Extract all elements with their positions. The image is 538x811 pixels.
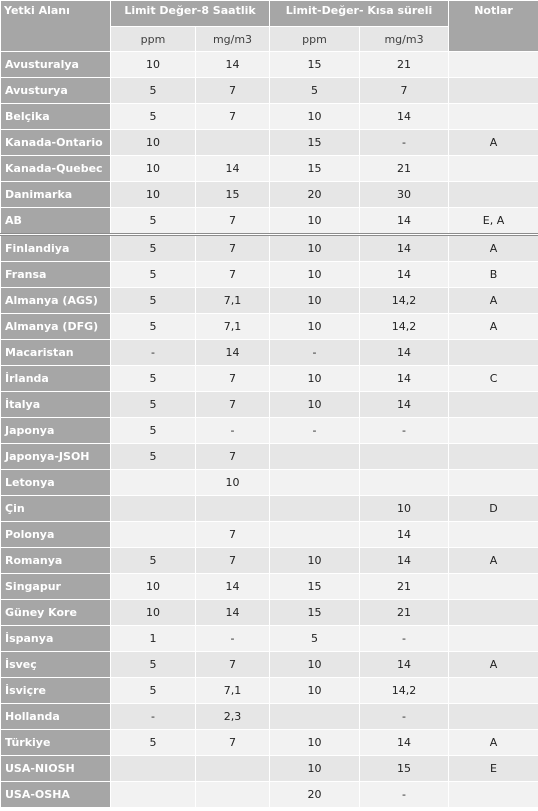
ppm-8h-cell: 5 — [111, 366, 196, 392]
note-cell: A — [449, 235, 538, 262]
ppm-short-cell: - — [270, 418, 360, 444]
ppm-short-cell: 10 — [270, 314, 360, 340]
mgm3-8h-cell — [196, 756, 270, 782]
jurisdiction-name: Danimarka — [1, 182, 111, 208]
ppm-short-cell: 10 — [270, 756, 360, 782]
table-row — [1, 548, 538, 574]
mgm3-short-cell: 14 — [360, 235, 449, 262]
mgm3-short-cell: 14 — [360, 392, 449, 418]
note-cell — [449, 626, 538, 652]
note-cell: A — [449, 288, 538, 314]
jurisdiction-name: Türkiye — [1, 730, 111, 756]
ppm-short-cell: 10 — [270, 208, 360, 235]
ppm-short-cell — [270, 496, 360, 522]
jurisdiction-name: Finlandiya — [1, 235, 111, 262]
mgm3-8h-cell: 7,1 — [196, 314, 270, 340]
mgm3-8h-cell: 10 — [196, 470, 270, 496]
note-cell — [449, 470, 538, 496]
mgm3-8h-cell: 14 — [196, 340, 270, 366]
note-cell — [449, 392, 538, 418]
mgm3-short-cell: 7 — [360, 78, 449, 104]
mgm3-short-cell — [360, 444, 449, 470]
mgm3-short-cell: 14,2 — [360, 314, 449, 340]
mgm3-8h-cell: 14 — [196, 52, 270, 78]
table-row — [1, 52, 538, 78]
mgm3-8h-cell: 7,1 — [196, 678, 270, 704]
jurisdiction-name: İrlanda — [1, 366, 111, 392]
mgm3-8h-cell — [196, 496, 270, 522]
table-row — [1, 652, 538, 678]
jurisdiction-name: İsveç — [1, 652, 111, 678]
unit-mgm3-8h: mg/m3 — [196, 27, 270, 52]
unit-ppm-8h: ppm — [111, 27, 196, 52]
note-cell — [449, 418, 538, 444]
jurisdiction-name: AB — [1, 208, 111, 235]
jurisdiction-name: Japonya-JSOH — [1, 444, 111, 470]
jurisdiction-name: Macaristan — [1, 340, 111, 366]
mgm3-short-cell: 14 — [360, 652, 449, 678]
note-cell: A — [449, 730, 538, 756]
mgm3-8h-cell: 14 — [196, 574, 270, 600]
jurisdiction-name: Kanada-Quebec — [1, 156, 111, 182]
header-row — [1, 1, 538, 27]
note-cell — [449, 600, 538, 626]
ppm-short-cell: 10 — [270, 235, 360, 262]
mgm3-short-cell: - — [360, 418, 449, 444]
note-cell — [449, 104, 538, 130]
note-cell — [449, 522, 538, 548]
jurisdiction-name: İtalya — [1, 392, 111, 418]
table-row — [1, 392, 538, 418]
table-row — [1, 626, 538, 652]
note-cell — [449, 156, 538, 182]
ppm-8h-cell — [111, 470, 196, 496]
ppm-short-cell: 20 — [270, 182, 360, 208]
mgm3-8h-cell: 7 — [196, 78, 270, 104]
mgm3-short-cell: 14,2 — [360, 288, 449, 314]
ppm-short-cell: 10 — [270, 652, 360, 678]
table-row — [1, 522, 538, 548]
mgm3-8h-cell: 7 — [196, 366, 270, 392]
mgm3-8h-cell: 7 — [196, 444, 270, 470]
jurisdiction-name: Almanya (DFG) — [1, 314, 111, 340]
table-row — [1, 340, 538, 366]
ppm-8h-cell: - — [111, 340, 196, 366]
mgm3-short-cell: - — [360, 782, 449, 808]
note-cell: E, A — [449, 208, 538, 235]
ppm-8h-cell: 5 — [111, 652, 196, 678]
ppm-short-cell: 10 — [270, 730, 360, 756]
ppm-short-cell: 10 — [270, 262, 360, 288]
ppm-8h-cell — [111, 496, 196, 522]
mgm3-8h-cell — [196, 782, 270, 808]
table-row — [1, 130, 538, 156]
jurisdiction-name: USA-OSHA — [1, 782, 111, 808]
unit-mgm3-short: mg/m3 — [360, 27, 449, 52]
ppm-8h-cell: 5 — [111, 548, 196, 574]
jurisdiction-header: Yetki Alanı — [1, 1, 111, 52]
note-cell — [449, 52, 538, 78]
jurisdiction-name: Çin — [1, 496, 111, 522]
jurisdiction-name: İspanya — [1, 626, 111, 652]
mgm3-8h-cell: 7 — [196, 262, 270, 288]
ppm-8h-cell: - — [111, 704, 196, 730]
ppm-8h-cell: 5 — [111, 678, 196, 704]
table-row — [1, 78, 538, 104]
table-row — [1, 496, 538, 522]
mgm3-8h-cell: 7 — [196, 652, 270, 678]
mgm3-8h-cell: - — [196, 626, 270, 652]
table-row — [1, 262, 538, 288]
note-cell: D — [449, 496, 538, 522]
note-cell — [449, 574, 538, 600]
jurisdiction-name: Letonya — [1, 470, 111, 496]
mgm3-short-cell: 30 — [360, 182, 449, 208]
mgm3-8h-cell: 14 — [196, 156, 270, 182]
ppm-short-cell: 10 — [270, 678, 360, 704]
ppm-8h-cell — [111, 522, 196, 548]
note-cell: E — [449, 756, 538, 782]
mgm3-8h-cell: 7 — [196, 235, 270, 262]
note-cell — [449, 340, 538, 366]
ppm-short-cell: 10 — [270, 288, 360, 314]
mgm3-short-cell: 15 — [360, 756, 449, 782]
ppm-short-cell: 10 — [270, 548, 360, 574]
mgm3-short-cell: 21 — [360, 156, 449, 182]
table-row — [1, 600, 538, 626]
table-row — [1, 288, 538, 314]
note-cell — [449, 182, 538, 208]
table-row — [1, 314, 538, 340]
table-row — [1, 104, 538, 130]
ppm-short-cell: 15 — [270, 130, 360, 156]
jurisdiction-name: Fransa — [1, 262, 111, 288]
ppm-8h-cell: 1 — [111, 626, 196, 652]
ppm-8h-cell: 5 — [111, 314, 196, 340]
ppm-short-cell: 5 — [270, 78, 360, 104]
mgm3-short-cell: 14 — [360, 208, 449, 235]
ppm-8h-cell: 10 — [111, 182, 196, 208]
ppm-8h-cell — [111, 782, 196, 808]
mgm3-8h-cell: 7 — [196, 104, 270, 130]
note-cell: C — [449, 366, 538, 392]
note-cell: A — [449, 314, 538, 340]
jurisdiction-name: Avusturalya — [1, 52, 111, 78]
note-cell: A — [449, 548, 538, 574]
note-cell — [449, 78, 538, 104]
mgm3-short-cell: 14 — [360, 548, 449, 574]
table-row — [1, 444, 538, 470]
ppm-short-cell: 10 — [270, 104, 360, 130]
ppm-8h-cell — [111, 756, 196, 782]
mgm3-short-cell: 14 — [360, 104, 449, 130]
ppm-short-cell: 10 — [270, 366, 360, 392]
table-row — [1, 208, 538, 235]
mgm3-short-cell: 14 — [360, 366, 449, 392]
unit-ppm-short: ppm — [270, 27, 360, 52]
mgm3-8h-cell: 7 — [196, 208, 270, 235]
mgm3-short-cell: 10 — [360, 496, 449, 522]
mgm3-short-cell: 14 — [360, 340, 449, 366]
ppm-short-cell — [270, 704, 360, 730]
jurisdiction-name: Belçika — [1, 104, 111, 130]
ppm-short-cell — [270, 522, 360, 548]
mgm3-8h-cell: - — [196, 418, 270, 444]
mgm3-short-cell: - — [360, 704, 449, 730]
mgm3-8h-cell — [196, 130, 270, 156]
note-cell — [449, 444, 538, 470]
jurisdiction-name: İsviçre — [1, 678, 111, 704]
ppm-short-cell: 15 — [270, 574, 360, 600]
table-row — [1, 678, 538, 704]
ppm-8h-cell: 5 — [111, 208, 196, 235]
table-row — [1, 418, 538, 444]
table-row — [1, 756, 538, 782]
mgm3-short-cell: - — [360, 626, 449, 652]
ppm-short-cell: 15 — [270, 600, 360, 626]
jurisdiction-name: Japonya — [1, 418, 111, 444]
note-cell: B — [449, 262, 538, 288]
mgm3-8h-cell: 7 — [196, 548, 270, 574]
mgm3-short-cell: 14 — [360, 522, 449, 548]
mgm3-short-cell: 14 — [360, 730, 449, 756]
ppm-8h-cell: 10 — [111, 574, 196, 600]
mgm3-short-cell: - — [360, 130, 449, 156]
ppm-8h-cell: 10 — [111, 156, 196, 182]
ppm-short-cell: 15 — [270, 52, 360, 78]
note-cell: A — [449, 652, 538, 678]
mgm3-short-cell: 21 — [360, 600, 449, 626]
note-cell — [449, 678, 538, 704]
limit-short-header: Limit-Değer- Kısa süreli — [270, 1, 449, 27]
table-body — [1, 52, 538, 808]
ppm-8h-cell: 5 — [111, 418, 196, 444]
ppm-8h-cell: 5 — [111, 392, 196, 418]
table-row — [1, 704, 538, 730]
jurisdiction-name: Güney Kore — [1, 600, 111, 626]
ppm-8h-cell: 5 — [111, 444, 196, 470]
table-row — [1, 182, 538, 208]
jurisdiction-name: Romanya — [1, 548, 111, 574]
ppm-8h-cell: 5 — [111, 262, 196, 288]
jurisdiction-name: USA-NIOSH — [1, 756, 111, 782]
mgm3-8h-cell: 14 — [196, 600, 270, 626]
jurisdiction-name: Avusturya — [1, 78, 111, 104]
note-cell — [449, 782, 538, 808]
mgm3-short-cell: 14,2 — [360, 678, 449, 704]
mgm3-short-cell: 14 — [360, 262, 449, 288]
ppm-short-cell: 10 — [270, 392, 360, 418]
table-row — [1, 782, 538, 808]
ppm-short-cell: 5 — [270, 626, 360, 652]
limit-8h-header: Limit Değer-8 Saatlik — [111, 1, 270, 27]
mgm3-8h-cell: 2,3 — [196, 704, 270, 730]
note-cell — [449, 704, 538, 730]
ppm-8h-cell: 5 — [111, 730, 196, 756]
ppm-short-cell — [270, 444, 360, 470]
table-row — [1, 156, 538, 182]
jurisdiction-name: Almanya (AGS) — [1, 288, 111, 314]
table-row — [1, 235, 538, 262]
mgm3-8h-cell: 7 — [196, 522, 270, 548]
jurisdiction-name: Kanada-Ontario — [1, 130, 111, 156]
ppm-short-cell: - — [270, 340, 360, 366]
ppm-8h-cell: 10 — [111, 52, 196, 78]
ppm-8h-cell: 5 — [111, 288, 196, 314]
mgm3-short-cell: 21 — [360, 574, 449, 600]
ppm-8h-cell: 5 — [111, 104, 196, 130]
mgm3-short-cell — [360, 470, 449, 496]
ppm-8h-cell: 5 — [111, 235, 196, 262]
ppm-short-cell — [270, 470, 360, 496]
ppm-8h-cell: 10 — [111, 600, 196, 626]
mgm3-8h-cell: 7,1 — [196, 288, 270, 314]
jurisdiction-name: Polonya — [1, 522, 111, 548]
mgm3-8h-cell: 7 — [196, 392, 270, 418]
mgm3-short-cell: 21 — [360, 52, 449, 78]
jurisdiction-name: Hollanda — [1, 704, 111, 730]
table-row — [1, 470, 538, 496]
table-row — [1, 574, 538, 600]
mgm3-8h-cell: 15 — [196, 182, 270, 208]
notes-header: Notlar — [449, 1, 538, 52]
table-row — [1, 366, 538, 392]
note-cell: A — [449, 130, 538, 156]
table-row — [1, 730, 538, 756]
ppm-short-cell: 20 — [270, 782, 360, 808]
ppm-short-cell: 15 — [270, 156, 360, 182]
ppm-8h-cell: 5 — [111, 78, 196, 104]
jurisdiction-name: Singapur — [1, 574, 111, 600]
ppm-8h-cell: 10 — [111, 130, 196, 156]
mgm3-8h-cell: 7 — [196, 730, 270, 756]
